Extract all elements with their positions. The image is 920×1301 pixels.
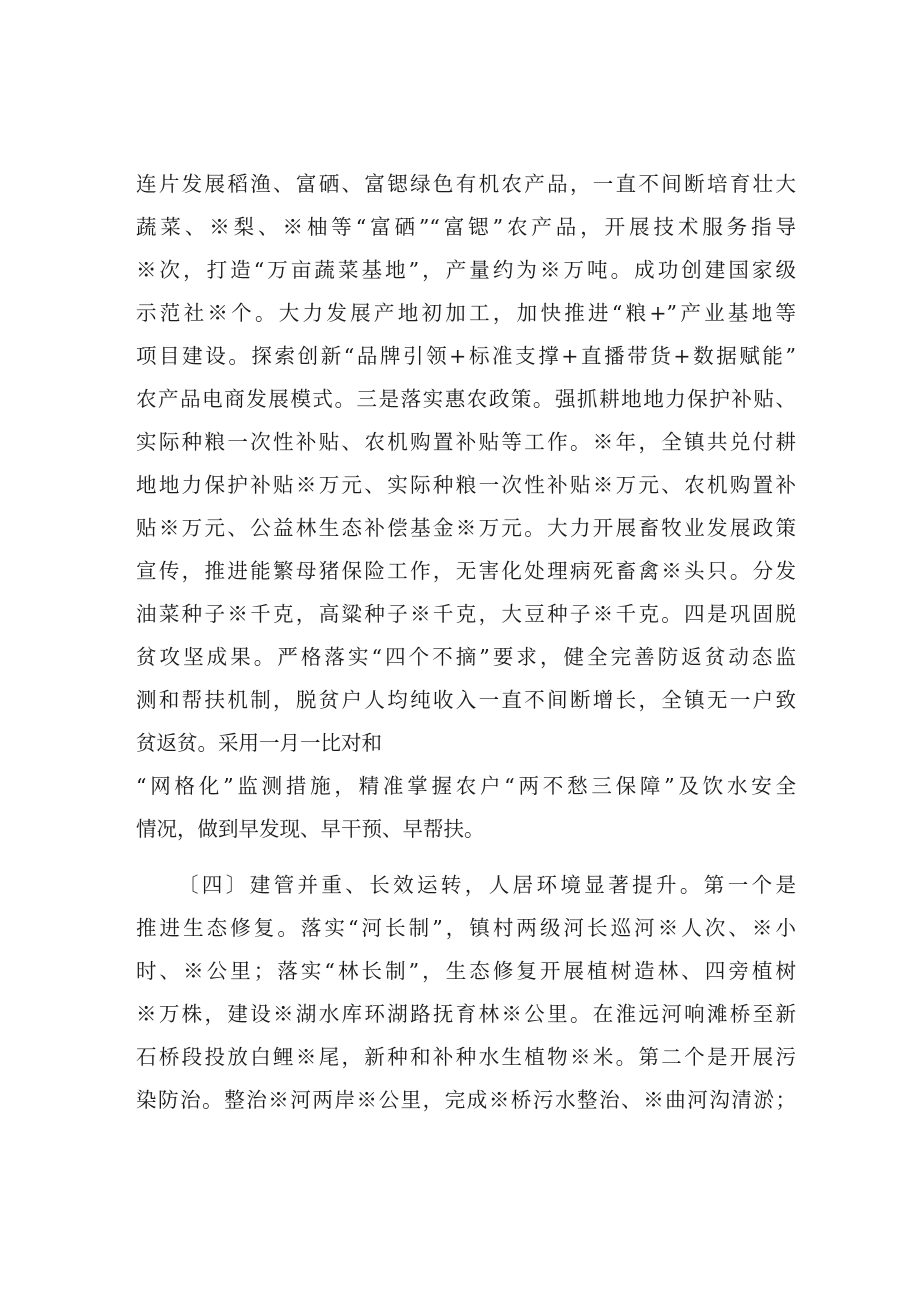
paragraph-line: “网格化”监测措施，精准掌握农户“两不愁三保障”及饮水安全: [136, 774, 796, 798]
paragraph-line: ※万株，建设※湖水库环湖路抚育林※公里。在淮远河响滩桥至新: [136, 1002, 796, 1026]
paragraph-line: 实际种粮一次性补贴、农机购置补贴等工作。※年，全镇共兑付耕: [136, 430, 796, 454]
section-heading-line: 〔四〕建管并重、长效运转，人居环境显著提升。第一个是: [178, 873, 796, 897]
paragraph-line: 时、※公里；落实“林长制”，生态修复开展植树造林、四旁植树: [136, 959, 796, 983]
paragraph-line: 项目建设。探索创新“品牌引领+标准支撑+直播带货+数据赋能”: [136, 344, 796, 368]
paragraph-line: 连片发展稻渔、富硒、富锶绿色有机农产品，一直不间断培育壮大: [136, 172, 796, 196]
paragraph-line: ※次，打造“万亩蔬菜基地”，产量约为※万吨。成功创建国家级: [136, 258, 796, 282]
paragraph-line: 染防治。整治※河两岸※公里，完成※桥污水整治、※曲河沟清淤；: [136, 1088, 796, 1112]
paragraph-line: 情况，做到早发现、早干预、早帮扶。: [136, 817, 485, 841]
paragraph-line: 农产品电商发展模式。三是落实惠农政策。强抓耕地地力保护补贴、: [136, 387, 796, 411]
paragraph-line: 推进生态修复。落实“河长制”，镇村两级河长巡河※人次、※小: [136, 916, 796, 940]
paragraph-line: 示范社※个。大力发展产地初加工，加快推进“粮+”产业基地等: [136, 301, 796, 325]
paragraph-line: 地地力保护补贴※万元、实际种粮一次性补贴※万元、农机购置补: [136, 473, 796, 497]
paragraph-line: 油菜种子※千克，高粱种子※千克，大豆种子※千克。四是巩固脱: [136, 602, 796, 626]
paragraph-line: 贫攻坚成果。严格落实“四个不摘”要求，健全完善防返贫动态监: [136, 645, 796, 669]
paragraph-line: 贫返贫。采用一月一比对和: [136, 731, 382, 755]
paragraph-line: 测和帮扶机制，脱贫户人均纯收入一直不间断增长，全镇无一户致: [136, 688, 796, 712]
paragraph-line: 蔬菜、※梨、※柚等“富硒”“富锶”农产品，开展技术服务指导: [136, 215, 796, 239]
paragraph-line: 石桥段投放白鲤※尾，新种和补种水生植物※米。第二个是开展污: [136, 1045, 796, 1069]
paragraph-line: 贴※万元、公益林生态补偿基金※万元。大力开展畜牧业发展政策: [136, 516, 796, 540]
paragraph-line: 宣传，推进能繁母猪保险工作，无害化处理病死畜禽※头只。分发: [136, 559, 796, 583]
